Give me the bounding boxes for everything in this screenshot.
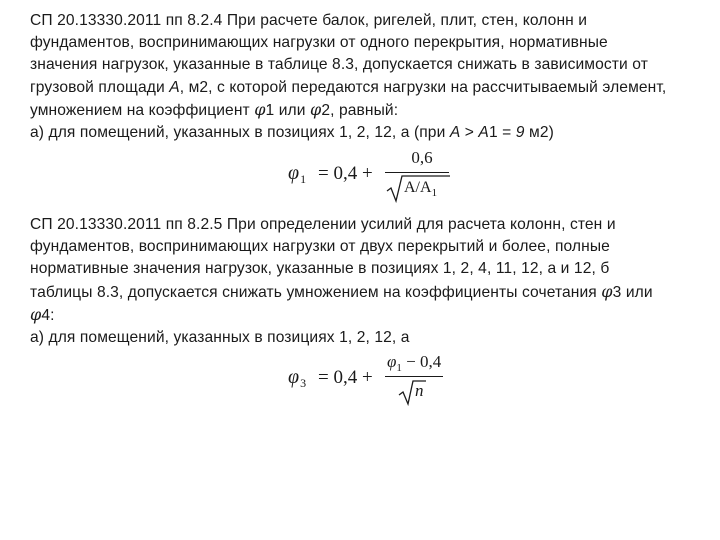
text-line: фундаментов, воспринимающих нагрузки от двух перекрытий и более, полные xyxy=(30,238,610,256)
formula-numerator xyxy=(387,352,441,374)
phi-symbol: φ xyxy=(310,99,322,119)
text-line: СП 20.13330.2011 пп 8.2.5 При определении усилий для расчета колонн, стен и xyxy=(30,216,616,233)
formula-denominator: n xyxy=(415,381,424,400)
formula-phi1 xyxy=(288,148,448,204)
sqrt-sign-icon xyxy=(398,380,428,406)
formula-phi3 xyxy=(288,350,458,408)
formula-equals: = 0,4 + xyxy=(318,163,373,184)
area-symbol: A xyxy=(449,124,461,142)
text-fragment: > xyxy=(460,124,479,142)
text-fragment: 1 = xyxy=(488,124,516,142)
text-line xyxy=(30,99,710,122)
subscript: 3 xyxy=(300,376,307,390)
paragraph-8-2-4 xyxy=(30,10,710,144)
subscript: 1 xyxy=(300,172,307,186)
phi-symbol: φ xyxy=(387,352,397,371)
text-line xyxy=(30,122,710,144)
text-fragment: 3 или xyxy=(612,283,653,301)
text-fragment: , м2, с которой передаются нагрузки на рассчитываемый элемент, xyxy=(179,78,667,96)
text-line: а) для помещений, указанных в позициях 1, 2, 12, а xyxy=(30,329,410,347)
paragraph-8-2-5 xyxy=(30,214,710,349)
text-fragment: умножением на коэффициент xyxy=(30,101,255,119)
fraction-bar xyxy=(385,376,443,377)
text-line: фундаментов, воспринимающих нагрузки от одного перекрытия, нормативные xyxy=(30,34,608,52)
text-line xyxy=(30,304,710,327)
subscript: 1 xyxy=(396,362,402,374)
phi-symbol: φ xyxy=(254,99,266,119)
text-fragment: грузовой площади xyxy=(30,78,170,96)
formula-denominator xyxy=(404,179,437,199)
numerator-rest: − 0,4 xyxy=(401,352,442,371)
formula-lhs xyxy=(288,162,306,187)
area-symbol: A xyxy=(169,78,180,96)
area-symbol: A xyxy=(478,124,489,142)
phi-symbol: φ xyxy=(288,366,300,388)
text-fragment: таблицы 8.3, допускается снижать умножением на коэффициенты сочетания xyxy=(30,283,602,301)
formula-equals: = 0,4 + xyxy=(318,367,373,388)
text-fragment: м2) xyxy=(524,124,554,142)
text-fragment: 2, равный: xyxy=(321,101,399,119)
fraction-bar xyxy=(385,172,449,173)
formula-lhs xyxy=(288,366,306,391)
phi-symbol: φ xyxy=(601,281,613,301)
text-line: СП 20.13330.2011 пп 8.2.4 При расчете балок, ригелей, плит, стен, колонн и xyxy=(30,12,588,29)
phi-symbol: φ xyxy=(288,162,300,184)
formula-numerator: 0,6 xyxy=(411,148,433,167)
text-fragment: 1 или xyxy=(265,101,310,119)
text-line: значения нагрузок, указанные в таблице 8.3, допускается снижать в зависимости от xyxy=(30,56,648,74)
text-line xyxy=(30,281,710,304)
text-line xyxy=(30,77,710,99)
text-fragment: 4: xyxy=(41,306,55,324)
text-fragment: а) для помещений, указанных в позициях 1, 2, 12, а (при xyxy=(30,124,450,142)
phi-symbol: φ xyxy=(30,304,42,324)
number-nine: 9 xyxy=(515,124,525,142)
subscript: 1 xyxy=(431,187,438,199)
text-line: нормативные значения нагрузок, указанные в позициях 1, 2, 4, 11, 12, а и 12, б xyxy=(30,260,610,278)
denominator-text: A/A xyxy=(404,179,432,196)
